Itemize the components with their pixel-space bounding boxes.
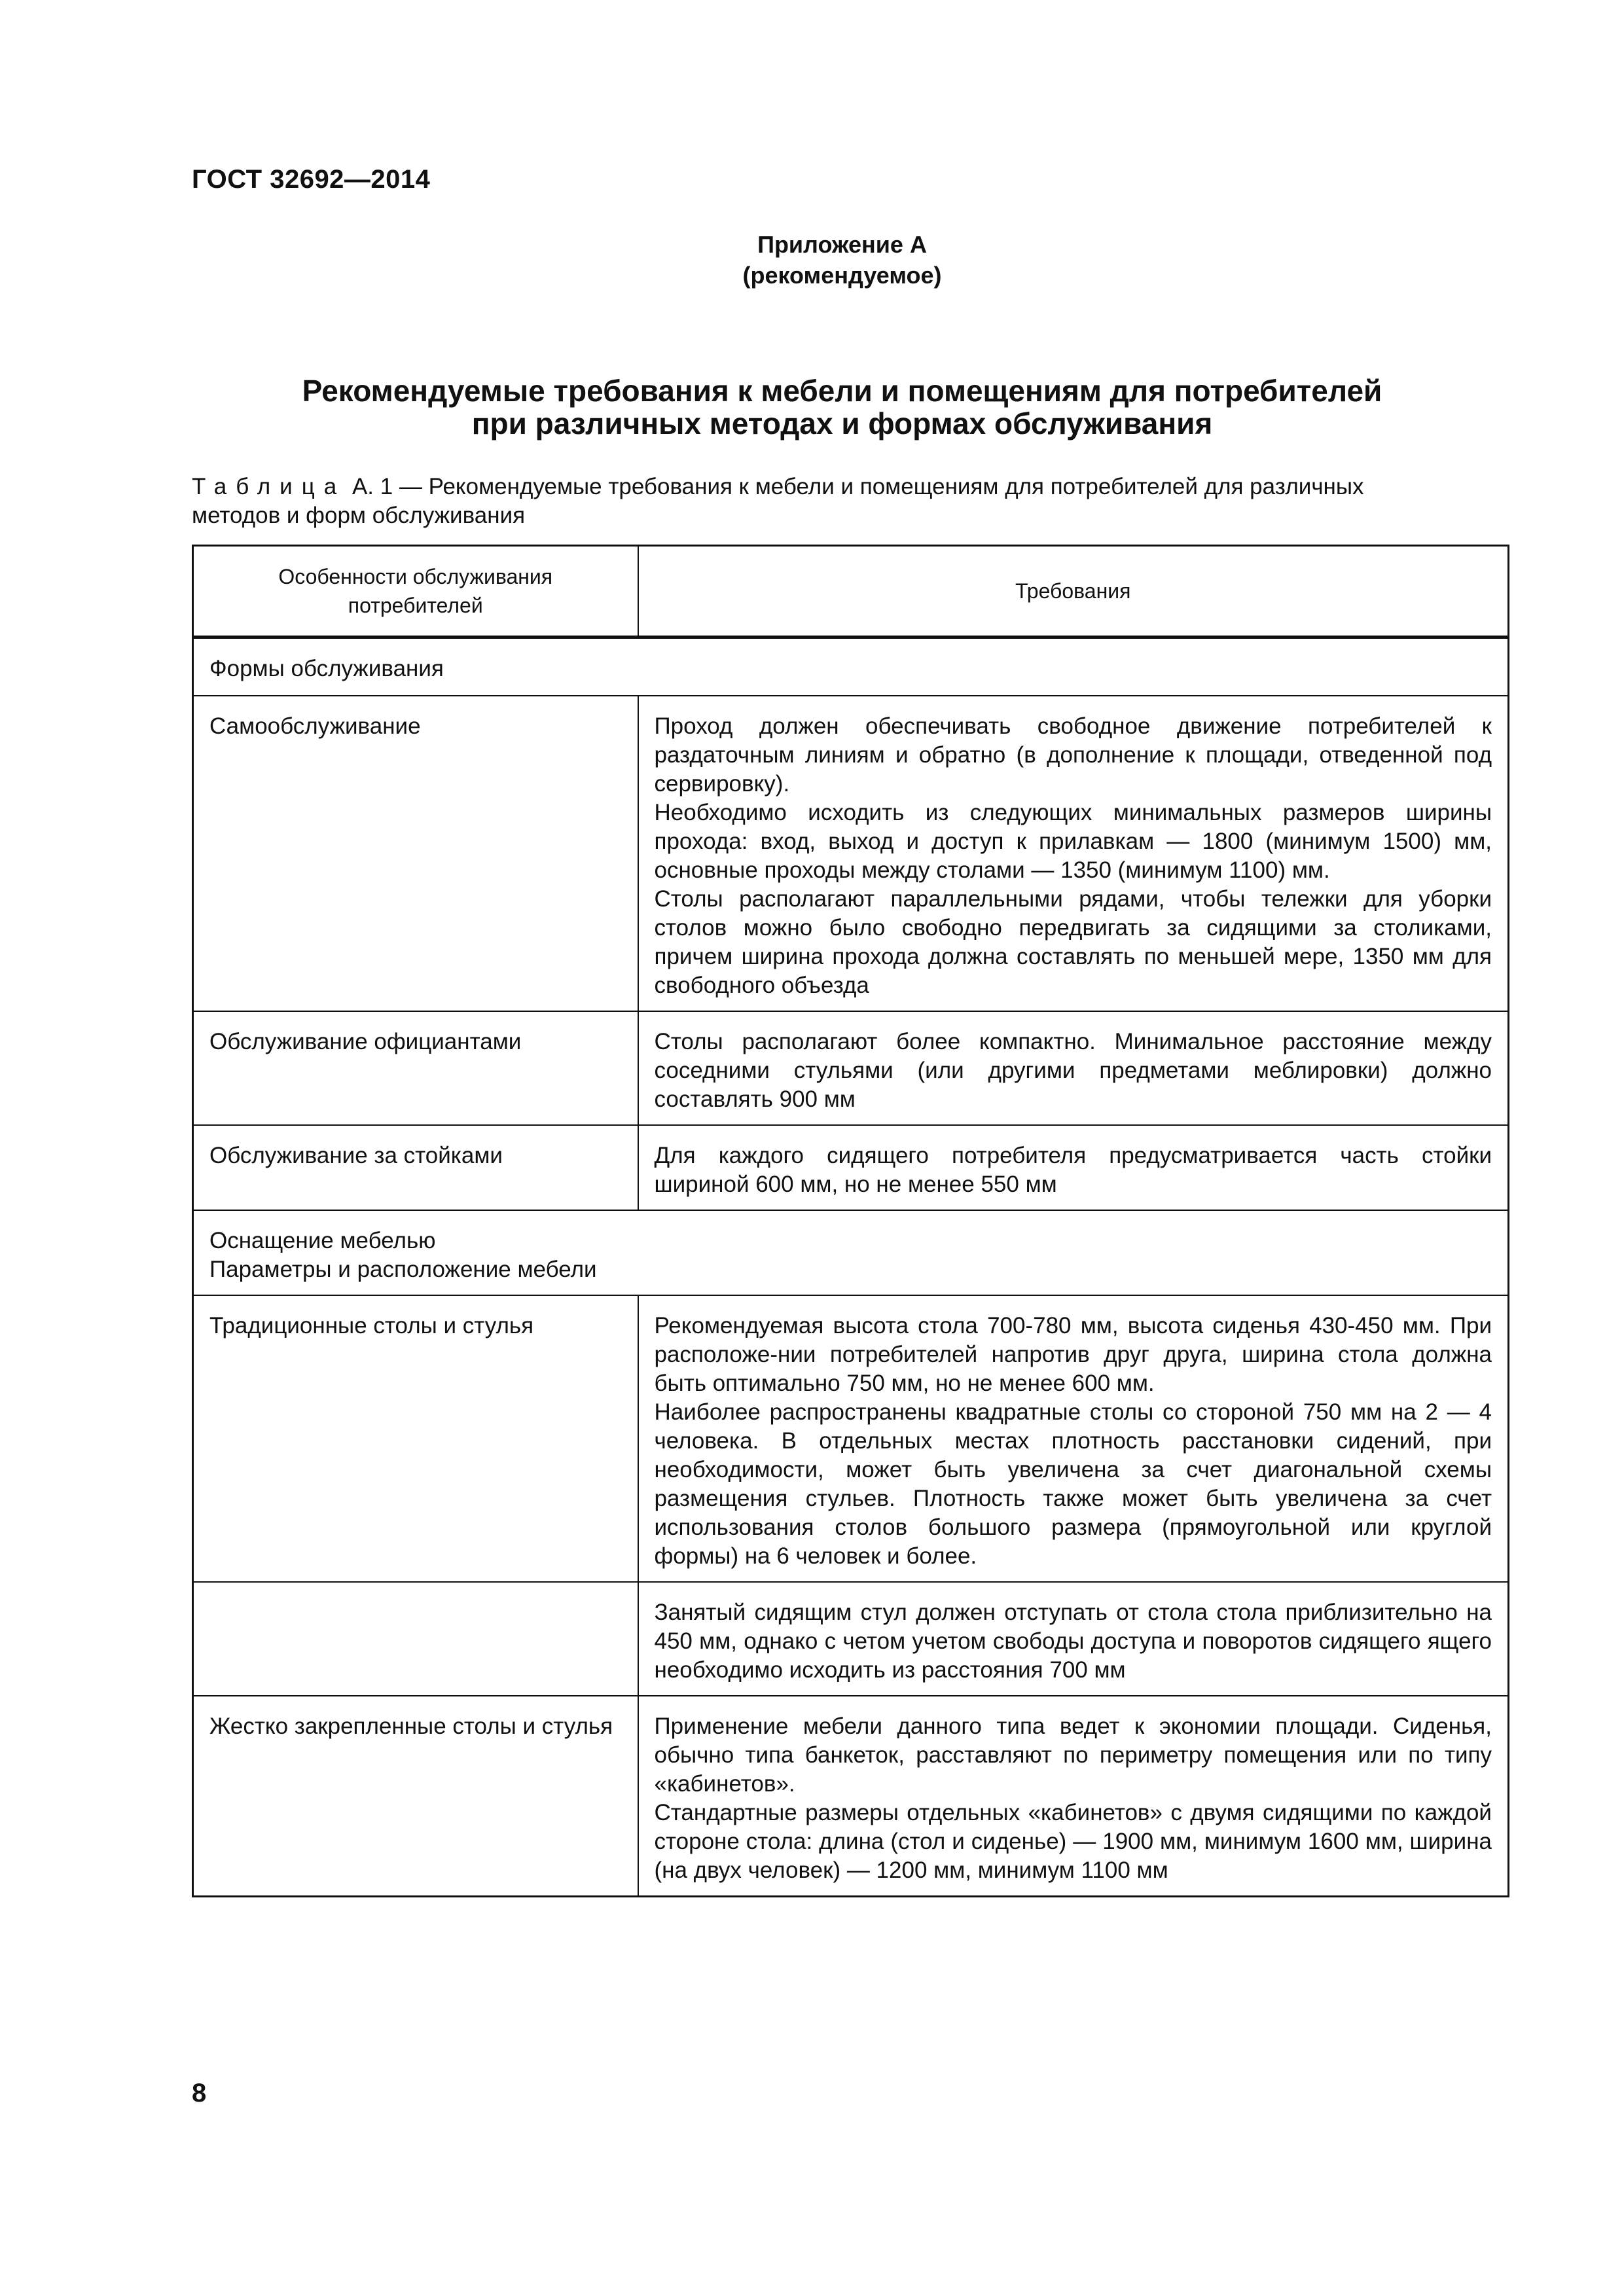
- feature-cell: Жестко закрепленные столы и стулья: [193, 1696, 638, 1897]
- requirement-paragraph: Наиболее распространены квадратные столы со стороной 750 мм на 2 — 4 человека. В отдельных местах плотность расстановки сидений, при необходимости, может быть увеличена за счет диагональной схемы размещения стульев. Плотность также может быть увеличена за счет использования столов большого размера (прямоугольной или круглой формы) на 6 человек и более.: [654, 1399, 1492, 1569]
- requirement-paragraph: Столы располагают параллельными рядами, чтобы тележки для уборки столов можно было свободно передвигать за сидящими за столиками, причем ширина прохода должна составлять по меньшей мере, 1350 мм для свободного объезда: [654, 886, 1492, 998]
- table-row: [193, 696, 1509, 1011]
- section-row-furniture: [193, 1210, 1509, 1295]
- section-row-service-forms: [193, 637, 1509, 696]
- requirement-paragraph: Проход должен обеспечивать свободное движение потребителей к раздаточным линиям и обратно (в дополнение к площади, отведенной под сервировку).: [654, 713, 1492, 797]
- table-caption: [192, 473, 1507, 530]
- column-header-requirements: Требования: [638, 546, 1509, 637]
- table-header-row: [193, 546, 1509, 637]
- feature-cell: Обслуживание официантами: [193, 1011, 638, 1125]
- feature-cell: Самообслуживание: [193, 696, 638, 1011]
- page-title-line-1: Рекомендуемые требования к мебели и помещениям для потребителей: [302, 374, 1382, 408]
- requirements-table: [192, 545, 1509, 1897]
- requirement-cell: [638, 1696, 1509, 1897]
- table-row: [193, 1582, 1509, 1696]
- requirement-paragraph: Стандартные размеры отдельных «кабинетов» с двумя сидящими по каждой стороне стола: длина (стол и сиденье) — 1900 мм, минимум 1600 мм, ширина (на двух человек) — 1200 мм, минимум 1100 мм: [654, 1800, 1492, 1883]
- feature-cell: Традиционные столы и стулья: [193, 1295, 638, 1582]
- table-caption-text: А. 1 — Рекомендуемые требования к мебели и помещениям для потребителей для различных: [346, 474, 1364, 499]
- page-title: [0, 374, 1624, 440]
- requirement-cell: Столы располагают более компактно. Минимальное расстояние между соседними стульями (или другими предметами меблировки) должно составлять 900 мм: [638, 1011, 1509, 1125]
- feature-cell: [193, 1582, 638, 1696]
- document-code: ГОСТ 32692—2014: [192, 165, 431, 194]
- requirement-cell: Занятый сидящим стул должен отступать от стола стола приблизительно на 450 мм, однако с четом учетом свободы доступа и поворотов сидящего ящего необходимо исходить из расстояния 700 мм: [638, 1582, 1509, 1696]
- table-row: [193, 1011, 1509, 1125]
- appendix-heading: [0, 229, 1624, 291]
- table-caption-label: Таблица: [192, 474, 346, 499]
- table-row: [193, 1125, 1509, 1210]
- appendix-subtitle: (рекомендуемое): [742, 262, 942, 289]
- requirement-cell: Для каждого сидящего потребителя предусматривается часть стойки шириной 600 мм, но не менее 550 мм: [638, 1125, 1509, 1210]
- requirement-paragraph: Применение мебели данного типа ведет к экономии площади. Сиденья, обычно типа банкеток, расставляют по периметру помещения или по типу «кабинетов».: [654, 1713, 1492, 1797]
- table-row: [193, 1295, 1509, 1582]
- page-number: 8: [192, 2079, 207, 2108]
- section-title-line-1: Оснащение мебелью: [209, 1228, 436, 1253]
- requirement-paragraph: Рекомендуемая высота стола 700-780 мм, высота сиденья 430-450 мм. При расположе-нии потребителей напротив друг друга, ширина стола должна быть оптимально 750 мм, но не менее 600 мм.: [654, 1313, 1492, 1396]
- requirement-cell: [638, 1295, 1509, 1582]
- table-caption-text-line-2: методов и форм обслуживания: [192, 503, 526, 528]
- page-title-line-2: при различных методах и формах обслуживания: [471, 406, 1213, 440]
- table-row: [193, 1696, 1509, 1897]
- column-header-features: Особенности обслуживания потребителей: [193, 546, 638, 637]
- requirement-cell: [638, 696, 1509, 1011]
- section-title: [193, 1210, 1509, 1295]
- requirement-paragraph: Необходимо исходить из следующих минимальных размеров ширины прохода: вход, выход и доступ к прилавкам — 1800 (минимум 1500) мм, основные проходы между столами — 1350 (минимум 1100) мм.: [654, 800, 1492, 883]
- section-title-line-2: Параметры и расположение мебели: [209, 1257, 597, 1282]
- feature-cell: Обслуживание за стойками: [193, 1125, 638, 1210]
- appendix-title: Приложение А: [757, 231, 927, 258]
- section-title: Формы обслуживания: [193, 637, 1509, 696]
